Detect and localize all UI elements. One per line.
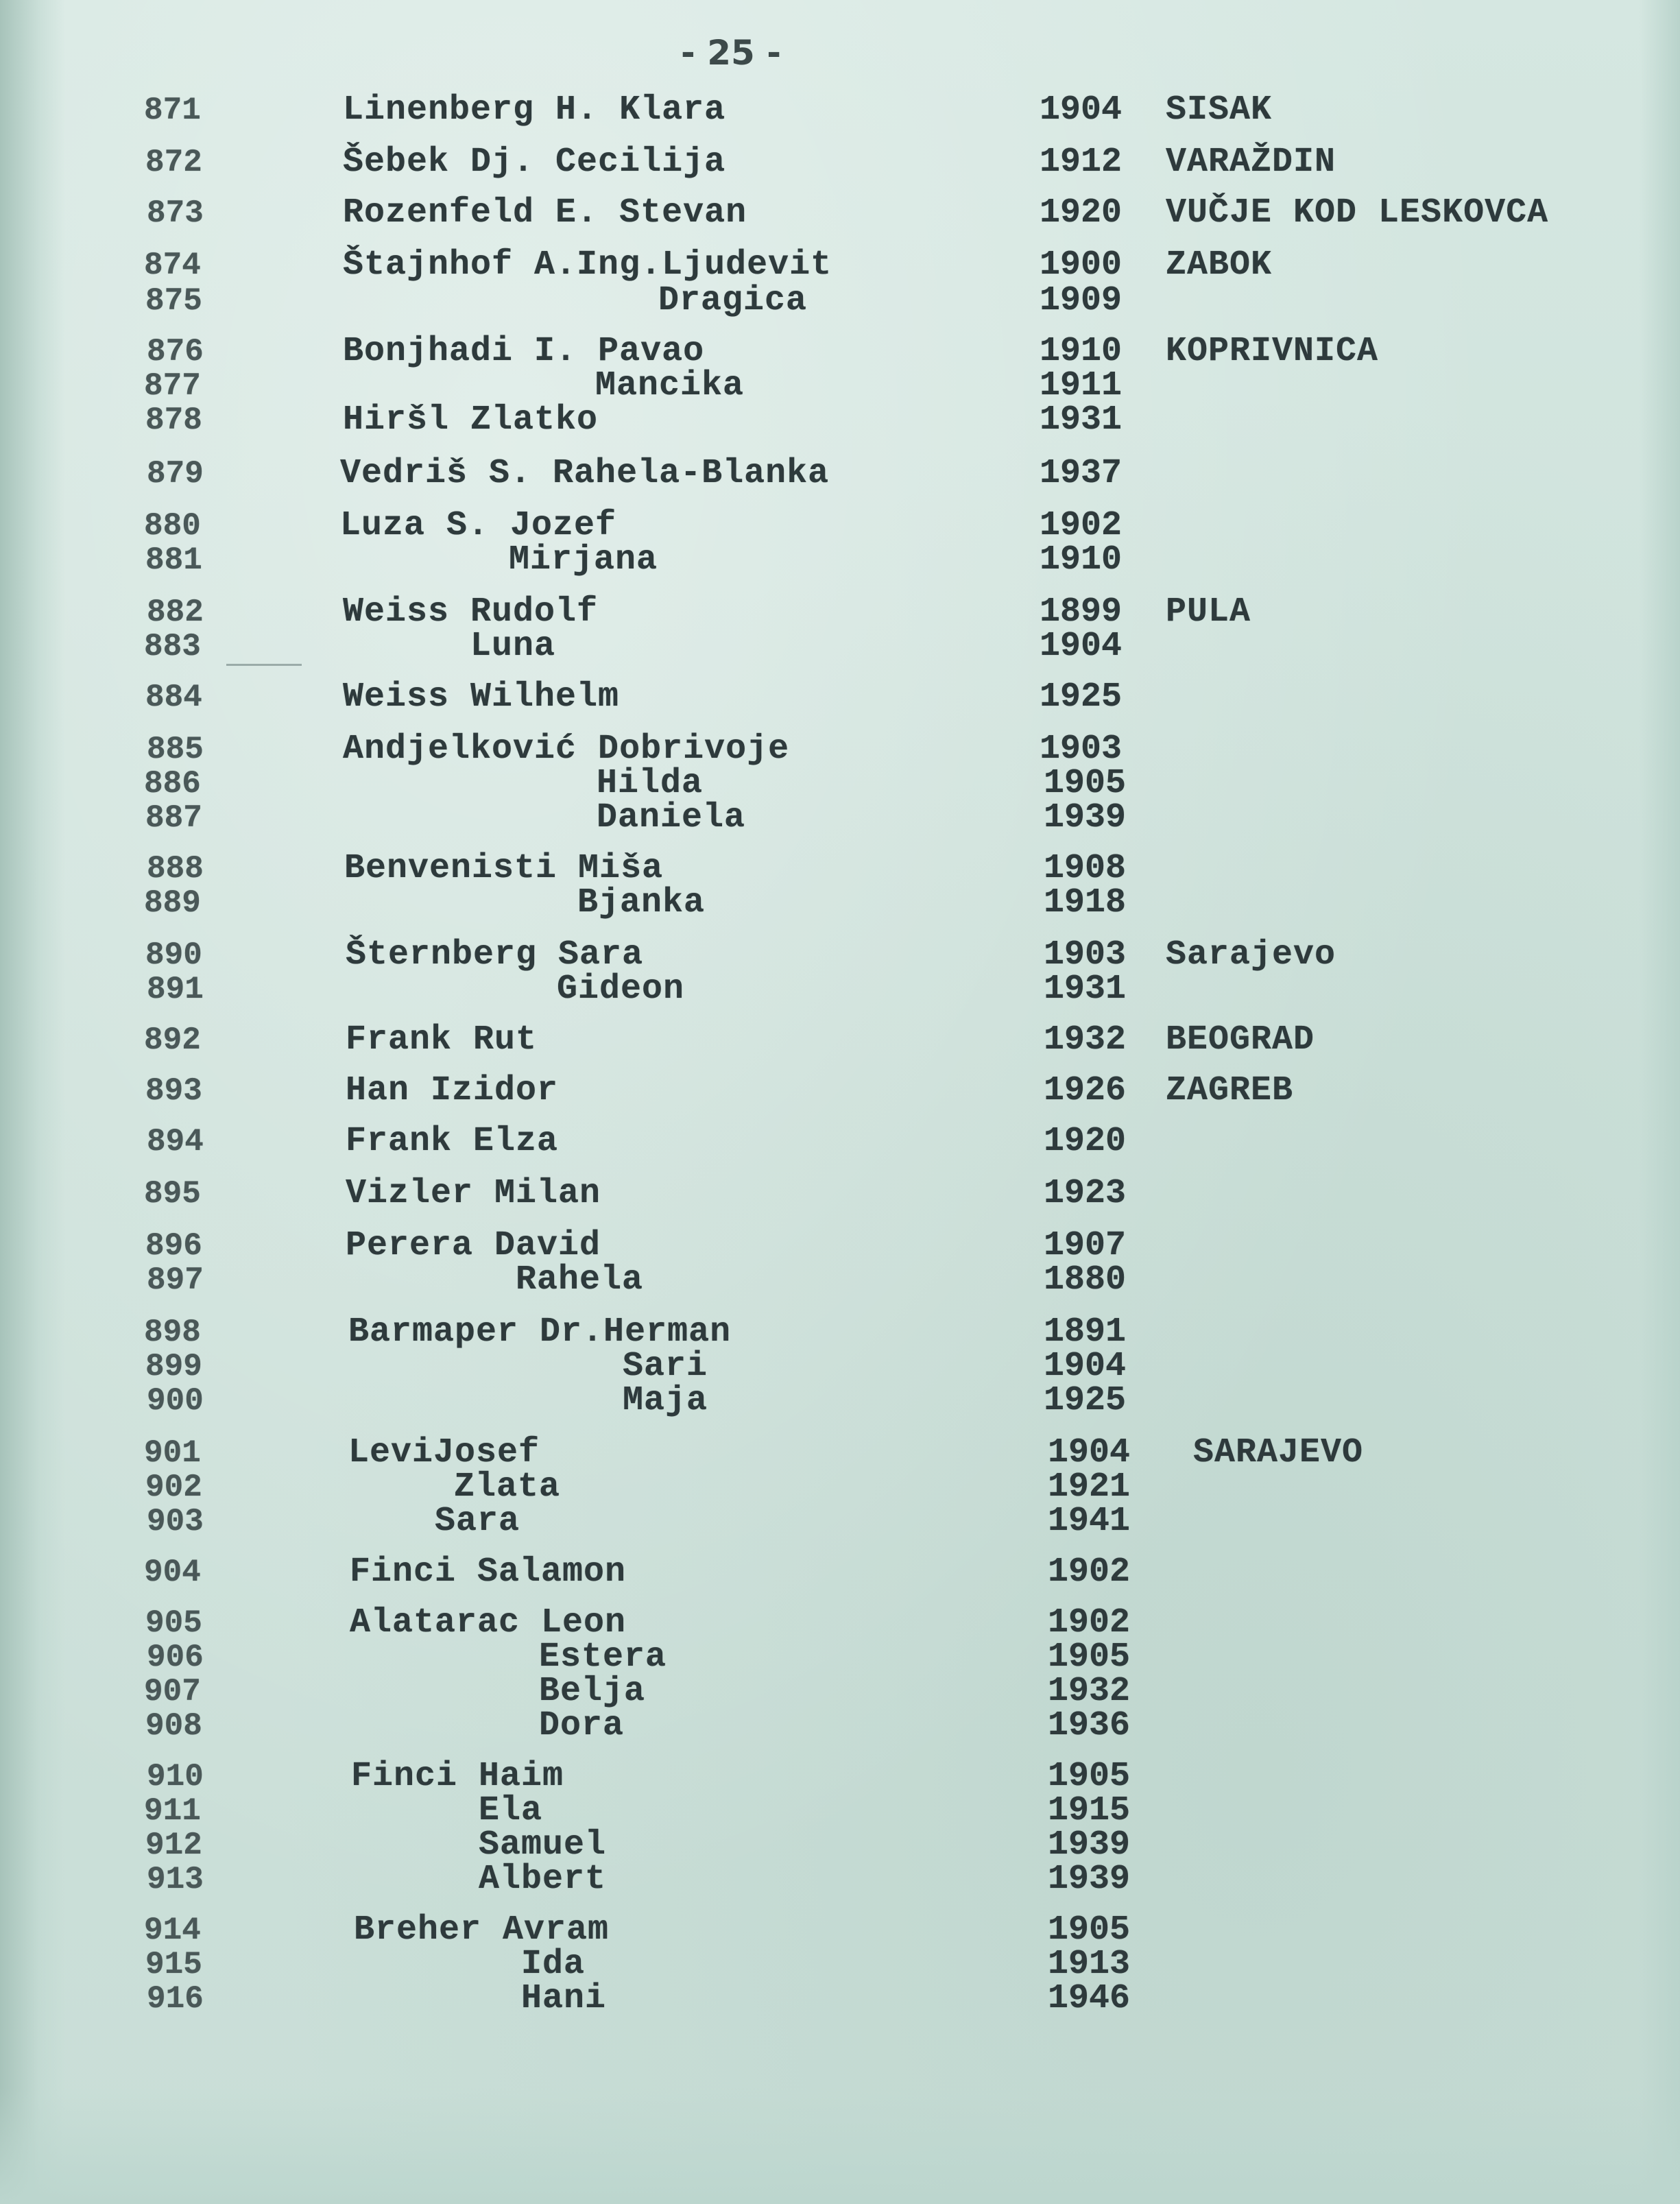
entry-number: 912	[145, 1828, 202, 1863]
entry-name: Ida	[521, 1945, 586, 1984]
entry-name: Zlata	[454, 1468, 561, 1507]
entry-birth-year: 1920	[1044, 1122, 1127, 1161]
entry-birth-year: 1923	[1044, 1174, 1127, 1213]
entry-name: Finci Salamon	[350, 1553, 627, 1592]
entry-name: LeviJosef	[348, 1433, 540, 1472]
entry-birth-year: 1907	[1044, 1226, 1127, 1265]
entry-birth-year: 1899	[1040, 592, 1123, 632]
scan-bottom-edge	[0, 2087, 1680, 2204]
entry-birth-year: 1891	[1044, 1313, 1127, 1352]
entry-number: 880	[144, 508, 201, 544]
entry-name: Sara	[435, 1502, 520, 1541]
entry-name: Han Izidor	[346, 1071, 559, 1110]
entry-number: 875	[145, 283, 202, 319]
entry-number: 881	[145, 542, 202, 578]
entry-name: Estera	[539, 1638, 667, 1677]
entry-number: 883	[144, 629, 201, 664]
entry-birth-year: 1939	[1048, 1825, 1131, 1865]
entry-name: Dragica	[658, 281, 808, 320]
scan-right-edge	[1639, 0, 1680, 2204]
entry-name: Belja	[539, 1672, 646, 1711]
entry-birth-year: 1941	[1048, 1502, 1131, 1541]
entry-number: 914	[144, 1913, 201, 1948]
entry-number: 897	[147, 1262, 204, 1298]
entry-name: Linenberg H. Klara	[343, 91, 726, 130]
entry-place: VARAŽDIN	[1166, 143, 1336, 182]
entry-number: 910	[147, 1759, 204, 1795]
entry-birth-year: 1905	[1048, 1757, 1131, 1796]
entry-birth-year: 1905	[1048, 1910, 1131, 1950]
entry-name: Dora	[539, 1706, 625, 1745]
entry-number: 905	[145, 1605, 202, 1641]
entry-name: Hani	[521, 1979, 607, 2018]
page-number: - 25 -	[681, 33, 781, 73]
scan-left-edge	[0, 0, 65, 2204]
entry-name: Vedriš S. Rahela-Blanka	[340, 454, 830, 493]
entry-birth-year: 1904	[1040, 627, 1123, 666]
entry-birth-year: 1910	[1040, 540, 1123, 579]
entry-birth-year: 1946	[1048, 1979, 1131, 2018]
entry-number: 908	[145, 1708, 202, 1744]
entry-name: Šebek Dj. Cecilija	[343, 143, 726, 182]
entry-number: 876	[147, 334, 204, 370]
entry-place: ZAGREB	[1166, 1071, 1294, 1110]
entry-number: 892	[144, 1022, 201, 1058]
entry-name: Hiršl Zlatko	[343, 400, 599, 440]
entry-name: Breher Avram	[354, 1910, 610, 1950]
entry-name: Ela	[479, 1791, 543, 1830]
entry-birth-year: 1921	[1048, 1468, 1131, 1507]
entry-name: Andjelković Dobrivoje	[343, 730, 790, 769]
entry-number: 906	[147, 1640, 204, 1675]
entry-birth-year: 1915	[1048, 1791, 1131, 1830]
entry-name: Gideon	[557, 970, 685, 1009]
entry-birth-year: 1931	[1044, 970, 1127, 1009]
entry-number: 878	[145, 403, 202, 438]
entry-number: 882	[147, 595, 204, 630]
entry-number: 893	[145, 1073, 202, 1109]
entry-name: Perera David	[346, 1226, 601, 1265]
entry-birth-year: 1939	[1048, 1860, 1131, 1899]
entry-name: Frank Rut	[346, 1020, 538, 1059]
entry-birth-year: 1902	[1048, 1603, 1131, 1642]
entry-number: 894	[147, 1124, 204, 1160]
stray-mark	[226, 664, 302, 666]
entry-birth-year: 1909	[1040, 281, 1123, 320]
entry-name: Samuel	[479, 1825, 607, 1865]
entry-birth-year: 1908	[1044, 849, 1127, 888]
entry-name: Vizler Milan	[346, 1174, 601, 1213]
entry-birth-year: 1910	[1040, 332, 1123, 371]
entry-birth-year: 1926	[1044, 1071, 1127, 1110]
entry-name: Bonjhadi I. Pavao	[343, 332, 705, 371]
entry-name: Finci Haim	[351, 1757, 564, 1796]
entry-name: Štajnhof A.Ing.Ljudevit	[343, 245, 832, 285]
entry-number: 874	[144, 248, 201, 283]
entry-birth-year: 1937	[1040, 454, 1123, 493]
entry-number: 899	[145, 1349, 202, 1385]
entry-number: 907	[144, 1674, 201, 1710]
entry-name: Hilda	[597, 764, 704, 803]
entry-number: 915	[145, 1947, 202, 1983]
entry-name: Weiss Wilhelm	[343, 678, 620, 717]
entry-birth-year: 1931	[1040, 400, 1123, 440]
entry-birth-year: 1911	[1040, 366, 1123, 405]
entry-place: ZABOK	[1166, 245, 1273, 285]
entry-number: 884	[145, 680, 202, 715]
entry-place: KOPRIVNICA	[1166, 332, 1379, 371]
entry-birth-year: 1918	[1044, 883, 1127, 922]
entry-birth-year: 1925	[1044, 1381, 1127, 1420]
entry-name: Luna	[470, 627, 556, 666]
entry-birth-year: 1925	[1040, 678, 1123, 717]
entry-birth-year: 1939	[1044, 798, 1127, 837]
entry-number: 871	[144, 93, 201, 128]
entry-number: 886	[144, 766, 201, 802]
entry-birth-year: 1905	[1048, 1638, 1131, 1677]
entry-name: Barmaper Dr.Herman	[348, 1313, 732, 1352]
entry-birth-year: 1936	[1048, 1706, 1131, 1745]
entry-birth-year: 1903	[1044, 935, 1127, 974]
entry-number: 879	[147, 456, 204, 492]
entry-number: 902	[145, 1470, 202, 1505]
entry-name: Weiss Rudolf	[343, 592, 599, 632]
entry-number: 891	[147, 972, 204, 1007]
entry-place: VUČJE KOD LESKOVCA	[1166, 193, 1549, 232]
entry-name: Maja	[623, 1381, 708, 1420]
entry-birth-year: 1903	[1040, 730, 1123, 769]
entry-name: Luza S. Jozef	[340, 506, 617, 545]
entry-place: SISAK	[1166, 91, 1273, 130]
entry-name: Alatarac Leon	[350, 1603, 627, 1642]
entry-birth-year: 1904	[1040, 91, 1123, 130]
entry-name: Frank Elza	[346, 1122, 559, 1161]
entry-number: 895	[144, 1176, 201, 1212]
entry-birth-year: 1932	[1048, 1672, 1131, 1711]
entry-number: 900	[147, 1383, 204, 1419]
entry-name: Bjanka	[577, 883, 706, 922]
entry-number: 898	[144, 1315, 201, 1350]
entry-number: 877	[144, 368, 201, 404]
entry-place: Sarajevo	[1166, 935, 1336, 974]
entry-place: PULA	[1166, 592, 1251, 632]
entry-number: 916	[147, 1981, 204, 2017]
entry-number: 896	[145, 1228, 202, 1264]
entry-number: 873	[147, 195, 204, 231]
entry-birth-year: 1912	[1040, 143, 1123, 182]
entry-number: 904	[144, 1555, 201, 1590]
entry-birth-year: 1932	[1044, 1020, 1127, 1059]
entry-number: 885	[147, 732, 204, 767]
entry-number: 903	[147, 1504, 204, 1540]
entry-name: Rozenfeld E. Stevan	[343, 193, 747, 232]
entry-birth-year: 1900	[1040, 245, 1123, 285]
entry-name: Mancika	[595, 366, 745, 405]
entry-name: Daniela	[597, 798, 746, 837]
entry-birth-year: 1904	[1044, 1347, 1127, 1386]
entry-number: 887	[145, 800, 202, 836]
entry-birth-year: 1902	[1040, 506, 1123, 545]
entry-number: 911	[144, 1793, 201, 1829]
entry-name: Albert	[479, 1860, 607, 1899]
entry-birth-year: 1913	[1048, 1945, 1131, 1984]
entry-birth-year: 1905	[1044, 764, 1127, 803]
entry-place: SARAJEVO	[1193, 1433, 1364, 1472]
entry-number: 913	[147, 1862, 204, 1897]
entry-number: 872	[145, 145, 202, 180]
entry-birth-year: 1902	[1048, 1553, 1131, 1592]
entry-number: 888	[147, 851, 204, 887]
entry-number: 901	[144, 1435, 201, 1471]
entry-birth-year: 1920	[1040, 193, 1123, 232]
entry-birth-year: 1880	[1044, 1260, 1127, 1299]
entry-name: Mirjana	[509, 540, 658, 579]
entry-name: Benvenisti Miša	[344, 849, 664, 888]
entry-name: Sari	[623, 1347, 708, 1386]
entry-birth-year: 1904	[1048, 1433, 1131, 1472]
entry-name: Rahela	[516, 1260, 644, 1299]
entry-name: Šternberg Sara	[346, 935, 644, 974]
entry-number: 890	[145, 937, 202, 973]
entry-place: BEOGRAD	[1166, 1020, 1315, 1059]
entry-number: 889	[144, 885, 201, 921]
